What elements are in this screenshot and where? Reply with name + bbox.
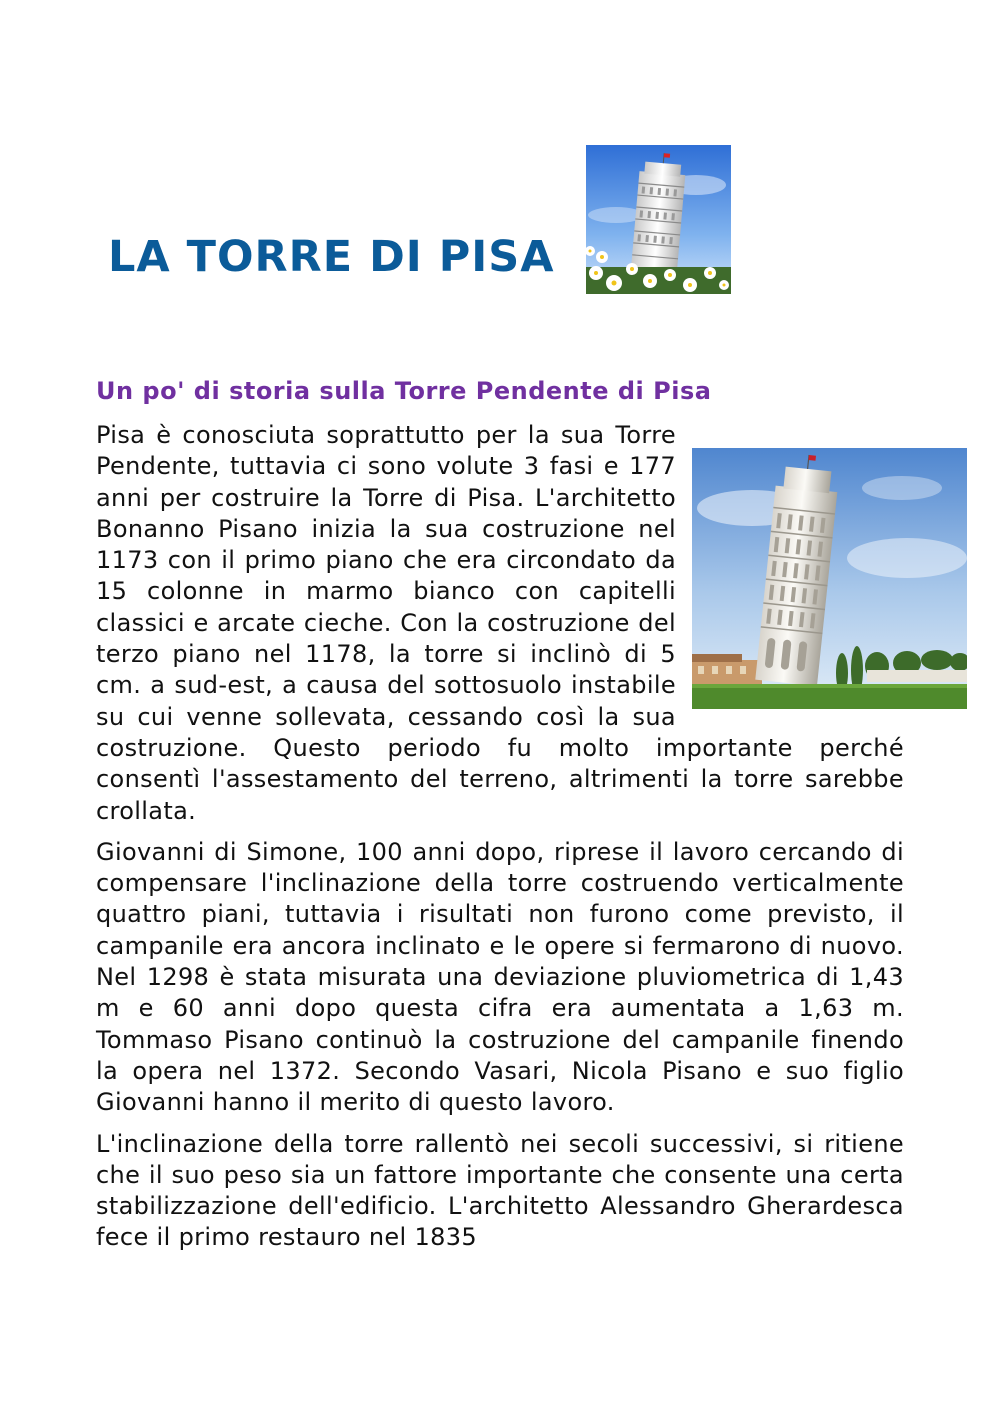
article-body	[96, 420, 904, 1264]
paragraph-1	[96, 420, 904, 827]
page-title: LA TORRE DI PISA	[108, 232, 555, 282]
tower-photo-large	[692, 448, 967, 709]
paragraph-3: L'inclinazione della torre rallentò nei secoli successivi, si ritiene che il suo peso sia un fattore importante che consente una certa stabilizzazione dell'edificio. L'architetto Alessandro Gherardesca fece il primo restauro nel 1835	[96, 1129, 904, 1252]
paragraph-2: Giovanni di Simone, 100 anni dopo, riprese il lavoro cercando di compensare l'inclinazione della torre costruendo verticalmente quattro piani, tuttavia i risultati non furono come previsto, il campanile era ancora inclinato e le opere si fermarono di nuovo. Nel 1298 è stata misurata una deviazione pluviometrica di 1,43 m e 60 anni dopo questa cifra era aumentata a 1,63 m. Tommaso Pisano continuò la costruzione del campanile finendo la opera nel 1372. Secondo Vasari, Nicola Pisano e suo figlio Giovanni hanno il merito di questo lavoro.	[96, 837, 904, 1117]
section-subtitle: Un po' di storia sulla Torre Pendente di Pisa	[96, 377, 712, 405]
paragraph-1-text: Pisa è conosciuta soprattutto per la sua Torre Pendente, tuttavia ci sono volute 3 fasi e 177 anni per costruire la Torre di Pisa. L'architetto Bonanno Pisano inizia la sua costruzione nel 1173 con il primo piano che era circondato da 15 colonne in marmo bianco con capitelli classici e arcate cieche. Con la costruzione del terzo piano nel 1178, la torre si inclinò di 5 cm. a sud-est, a causa del sottosuolo instabile su cui venne sollevata, cessando così la sua costruzione. Questo periodo fu molto importante perché consentì l'assestamento del terreno, altrimenti la torre sarebbe crollata.	[96, 421, 904, 825]
tower-photo-small	[586, 145, 731, 294]
